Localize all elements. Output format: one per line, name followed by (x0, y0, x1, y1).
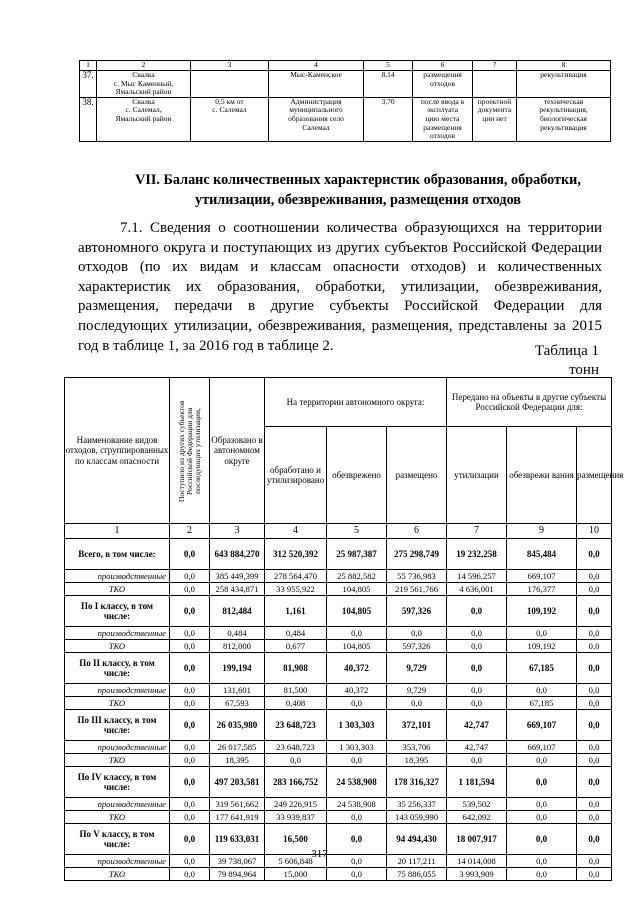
table-row (65, 640, 612, 653)
table-row (65, 798, 612, 811)
value-cell: 23 648,723 (265, 710, 327, 741)
value-cell: 0,0 (170, 583, 210, 596)
value-cell: 0,0 (577, 653, 612, 684)
table-cell: 3,70 (364, 97, 413, 141)
table-cell (473, 71, 517, 98)
table-cell: размещения отходов (413, 71, 473, 98)
value-cell: 0,0 (577, 741, 612, 754)
value-cell: 18,395 (387, 754, 447, 767)
value-cell: 0,0 (447, 596, 507, 627)
paragraph-text: 7.1. Сведения о соотношении количества образующихся на территории автономного округа и поступающих из других субъектов Российской Федерации отходов (по их видам и классам опасности отходов) и количественных характеристик их образования, обработки, утилизации, обезвреживания, размещения, передачи в другие субъекты Российской Федерации для последующих утилизации, обезвреживания, размещения, представлены за 2015 год в таблице 1, за 2016 год в таблице 2. (78, 220, 602, 354)
value-cell: 15,000 (265, 868, 327, 881)
column-index: 6 (387, 524, 447, 539)
in-territory-header: На территории автономного округа: (265, 378, 447, 427)
column-number: 1 (80, 61, 97, 71)
value-cell: 26 017,585 (210, 741, 265, 754)
table-row (65, 868, 612, 881)
value-cell: 0,0 (447, 627, 507, 640)
placed-header: размещено (387, 427, 447, 524)
value-cell: 319 561,662 (210, 798, 265, 811)
row-label: По V классу, в том числе: (65, 824, 170, 855)
value-cell: 0,0 (327, 855, 387, 868)
value-cell: 16,500 (265, 824, 327, 855)
value-cell: 24 538,908 (327, 767, 387, 798)
col-received-header (170, 378, 210, 524)
column-index: 2 (170, 524, 210, 539)
value-cell: 845,484 (507, 539, 577, 570)
column-index: 1 (65, 524, 170, 539)
row-label: ТКО (65, 754, 170, 767)
row-label: производственные (65, 684, 170, 697)
value-cell: 39 738,067 (210, 855, 265, 868)
value-cell: 0,0 (327, 868, 387, 881)
value-cell: 67,185 (507, 653, 577, 684)
value-cell: 0,0 (265, 754, 327, 767)
table-cell: 38. (80, 97, 97, 141)
table-title: Таблица 1 (534, 343, 599, 359)
table-row (80, 71, 611, 98)
intro-paragraph (78, 219, 602, 356)
value-cell: 24 538,908 (327, 798, 387, 811)
value-cell: 0,0 (327, 754, 387, 767)
value-cell: 3 993,909 (447, 868, 507, 881)
value-cell: 5 606,848 (265, 855, 327, 868)
value-cell: 42,747 (447, 741, 507, 754)
utilization-header: утилизации (447, 427, 507, 524)
table-row (80, 97, 611, 141)
column-index: 4 (265, 524, 327, 539)
value-cell: 0,0 (577, 539, 612, 570)
value-cell: 0,0 (387, 627, 447, 640)
col-formed-header: Образовано в автономном округе (210, 378, 265, 524)
value-cell: 0,0 (170, 855, 210, 868)
value-cell: 812,000 (210, 640, 265, 653)
value-cell: 33 955,922 (265, 583, 327, 596)
value-cell: 0,0 (577, 684, 612, 697)
value-cell: 0,0 (170, 710, 210, 741)
value-cell: 0,0 (577, 596, 612, 627)
column-number: 4 (269, 61, 364, 71)
value-cell: 812,484 (210, 596, 265, 627)
value-cell: 669,107 (507, 741, 577, 754)
table-cell: рекультивация (517, 71, 611, 98)
value-cell: 0,0 (170, 754, 210, 767)
value-cell: 1 303,303 (327, 710, 387, 741)
value-cell: 0,0 (327, 627, 387, 640)
value-cell: 104,805 (327, 596, 387, 627)
row-label: ТКО (65, 811, 170, 824)
table-row (65, 697, 612, 710)
table-cell: Свалка с. Мыс Каменный, Ямальский район (97, 71, 191, 98)
row-label: производственные (65, 798, 170, 811)
row-label: производственные (65, 570, 170, 583)
col-name-header: Наименование видов отходов, сгруппированных по классам опасности (65, 378, 170, 524)
table-row (65, 596, 612, 627)
value-cell: 597,326 (387, 596, 447, 627)
table-caption (535, 342, 599, 380)
value-cell: 275 298,749 (387, 539, 447, 570)
value-cell: 0,0 (170, 697, 210, 710)
value-cell: 0,0 (577, 868, 612, 881)
value-cell: 0,0 (577, 754, 612, 767)
row-label: По III классу, в том числе: (65, 710, 170, 741)
value-cell: 0,0 (577, 697, 612, 710)
value-cell: 278 564,470 (265, 570, 327, 583)
value-cell: 0,0 (577, 583, 612, 596)
table-row (65, 684, 612, 697)
row-label: ТКО (65, 583, 170, 596)
value-cell: 109,192 (507, 640, 577, 653)
balance-table (64, 377, 624, 881)
row-label: ТКО (65, 868, 170, 881)
value-cell: 0,0 (507, 811, 577, 824)
value-cell: 539,502 (447, 798, 507, 811)
value-cell: 119 633,031 (210, 824, 265, 855)
value-cell: 14 596,257 (447, 570, 507, 583)
table-cell: техническая рекультивация, биологическая рекультивация (517, 97, 611, 141)
value-cell: 0,677 (265, 640, 327, 653)
table-cell: 0,5 км от с. Салемал (191, 97, 269, 141)
value-cell: 1 181,594 (447, 767, 507, 798)
value-cell: 219 561,766 (387, 583, 447, 596)
table-row (65, 767, 612, 798)
value-cell: 0,0 (170, 798, 210, 811)
value-cell: 0,0 (577, 811, 612, 824)
table-cell: 8,14 (364, 71, 413, 98)
table-row (65, 570, 612, 583)
table-cell: Администрация муниципального образования село Салемал (269, 97, 364, 141)
row-label: ТКО (65, 640, 170, 653)
value-cell: 0,0 (447, 653, 507, 684)
table-row (65, 539, 612, 570)
value-cell: 0,0 (327, 811, 387, 824)
value-cell: 18,395 (210, 754, 265, 767)
value-cell: 67,185 (507, 697, 577, 710)
value-cell: 35 256,337 (387, 798, 447, 811)
transferred-header: Передано на объекты в другие субъекты Российской Федерации для: (447, 378, 612, 427)
value-cell: 0,0 (507, 855, 577, 868)
column-number: 3 (191, 61, 269, 71)
value-cell: 0,484 (265, 627, 327, 640)
value-cell: 0,0 (447, 754, 507, 767)
value-cell: 178 316,327 (387, 767, 447, 798)
value-cell: 177 641,919 (210, 811, 265, 824)
value-cell: 0,0 (447, 684, 507, 697)
value-cell: 0,0 (507, 754, 577, 767)
value-cell: 0,0 (447, 697, 507, 710)
value-cell: 4 636,001 (447, 583, 507, 596)
column-index: 7 (447, 524, 507, 539)
table-row (65, 754, 612, 767)
table-row (65, 811, 612, 824)
value-cell: 9,729 (387, 653, 447, 684)
value-cell: 81,908 (265, 653, 327, 684)
value-cell: 0,0 (170, 811, 210, 824)
row-label: По I классу, в том числе: (65, 596, 170, 627)
value-cell: 40,372 (327, 653, 387, 684)
index-row (65, 524, 612, 539)
value-cell: 19 232,258 (447, 539, 507, 570)
column-number: 5 (364, 61, 413, 71)
row-label: производственные (65, 627, 170, 640)
row-label: производственные (65, 741, 170, 754)
value-cell: 67,593 (210, 697, 265, 710)
value-cell: 199,194 (210, 653, 265, 684)
table-row (65, 627, 612, 640)
value-cell: 79 894,964 (210, 868, 265, 881)
value-cell: 18 007,917 (447, 824, 507, 855)
table-row (65, 741, 612, 754)
row-label: производственные (65, 855, 170, 868)
row-label: ТКО (65, 697, 170, 710)
value-cell: 40,372 (327, 684, 387, 697)
value-cell: 81,500 (265, 684, 327, 697)
continuation-header-row (80, 61, 611, 71)
value-cell: 597,326 (387, 640, 447, 653)
value-cell: 0,0 (387, 697, 447, 710)
value-cell: 0,0 (170, 767, 210, 798)
page-number: 317 (311, 848, 328, 860)
row-label: По II классу, в том числе: (65, 653, 170, 684)
value-cell: 0,0 (447, 640, 507, 653)
neutralization-header: обезврежи вания (507, 427, 577, 524)
processed-header: обработано и утилизировано (265, 427, 327, 524)
value-cell: 26 035,980 (210, 710, 265, 741)
section-title: VII. Баланс количественных характеристик образования, обработки, утилизации, обезвреживания, размещения отходов (135, 172, 581, 208)
table-row (65, 583, 612, 596)
table-cell: 37. (80, 71, 97, 98)
table-row (65, 653, 612, 684)
value-cell: 20 117,211 (387, 855, 447, 868)
value-cell: 669,107 (507, 570, 577, 583)
table-cell: проектной документа ции нет (473, 97, 517, 141)
value-cell: 0,0 (170, 868, 210, 881)
value-cell: 497 203,581 (210, 767, 265, 798)
value-cell: 0,0 (327, 697, 387, 710)
value-cell: 249 226,915 (265, 798, 327, 811)
value-cell: 0,0 (170, 539, 210, 570)
value-cell: 9,729 (387, 684, 447, 697)
received-header-text: Поступило из других субъектов Российской Федерации для последующих утилизации, (176, 399, 202, 502)
value-cell: 25 987,387 (327, 539, 387, 570)
value-cell: 94 494,430 (387, 824, 447, 855)
value-cell: 104,805 (327, 640, 387, 653)
value-cell: 176,377 (507, 583, 577, 596)
value-cell: 258 434,871 (210, 583, 265, 596)
column-index: 9 (507, 524, 577, 539)
neutralized-header: обезврежено (327, 427, 387, 524)
table-cell (191, 71, 269, 98)
value-cell: 1 303,303 (327, 741, 387, 754)
value-cell: 0,0 (170, 684, 210, 697)
table-unit: тонн (569, 362, 599, 378)
value-cell: 283 166,752 (265, 767, 327, 798)
value-cell: 0,484 (210, 627, 265, 640)
value-cell: 143 059,990 (387, 811, 447, 824)
value-cell: 0,0 (577, 640, 612, 653)
continuation-table (79, 60, 611, 142)
table-cell: после ввода в эксплуата цию места размещения отходов (413, 97, 473, 141)
row-label: По IV классу, в том числе: (65, 767, 170, 798)
row-label: Всего, в том числе: (65, 539, 170, 570)
value-cell: 0,0 (170, 596, 210, 627)
value-cell: 0,0 (507, 798, 577, 811)
value-cell: 25 882,582 (327, 570, 387, 583)
value-cell: 0,0 (577, 798, 612, 811)
value-cell: 642,092 (447, 811, 507, 824)
value-cell: 23 648,723 (265, 741, 327, 754)
table-cell: Мыс-Каменское (269, 71, 364, 98)
column-number: 2 (97, 61, 191, 71)
value-cell: 33 939,837 (265, 811, 327, 824)
value-cell: 372,101 (387, 710, 447, 741)
value-cell: 14 014,008 (447, 855, 507, 868)
value-cell: 312 520,392 (265, 539, 327, 570)
value-cell: 42,747 (447, 710, 507, 741)
value-cell: 0,0 (577, 855, 612, 868)
value-cell: 0,0 (170, 627, 210, 640)
table-cell: Свалка с. Салемал, Ямальский район (97, 97, 191, 141)
value-cell: 0,0 (507, 868, 577, 881)
column-index: 5 (327, 524, 387, 539)
value-cell: 0,0 (170, 653, 210, 684)
column-number: 8 (517, 61, 611, 71)
value-cell: 0,0 (577, 767, 612, 798)
value-cell: 0,0 (507, 627, 577, 640)
value-cell: 0,0 (577, 627, 612, 640)
column-index: 10 (577, 524, 612, 539)
value-cell: 55 736,983 (387, 570, 447, 583)
value-cell: 353,706 (387, 741, 447, 754)
value-cell: 643 884,270 (210, 539, 265, 570)
value-cell: 0,0 (170, 640, 210, 653)
value-cell: 75 886,055 (387, 868, 447, 881)
column-number: 7 (473, 61, 517, 71)
value-cell: 131,601 (210, 684, 265, 697)
value-cell: 109,192 (507, 596, 577, 627)
placement-header: размещения (577, 427, 612, 524)
value-cell: 0,0 (507, 767, 577, 798)
value-cell: 0,0 (170, 570, 210, 583)
value-cell: 1,161 (265, 596, 327, 627)
header-row-1 (65, 378, 612, 427)
value-cell: 0,0 (507, 684, 577, 697)
column-index: 3 (210, 524, 265, 539)
value-cell: 0,0 (170, 824, 210, 855)
value-cell: 0,0 (327, 824, 387, 855)
value-cell: 0,0 (170, 741, 210, 754)
value-cell: 104,805 (327, 583, 387, 596)
table-row (65, 710, 612, 741)
value-cell: 669,107 (507, 710, 577, 741)
value-cell: 0,0 (577, 710, 612, 741)
value-cell: 385 449,399 (210, 570, 265, 583)
column-number: 6 (413, 61, 473, 71)
value-cell: 0,0 (577, 570, 612, 583)
value-cell: 0,408 (265, 697, 327, 710)
value-cell: 0,0 (577, 824, 612, 855)
value-cell: 0,0 (507, 824, 577, 855)
